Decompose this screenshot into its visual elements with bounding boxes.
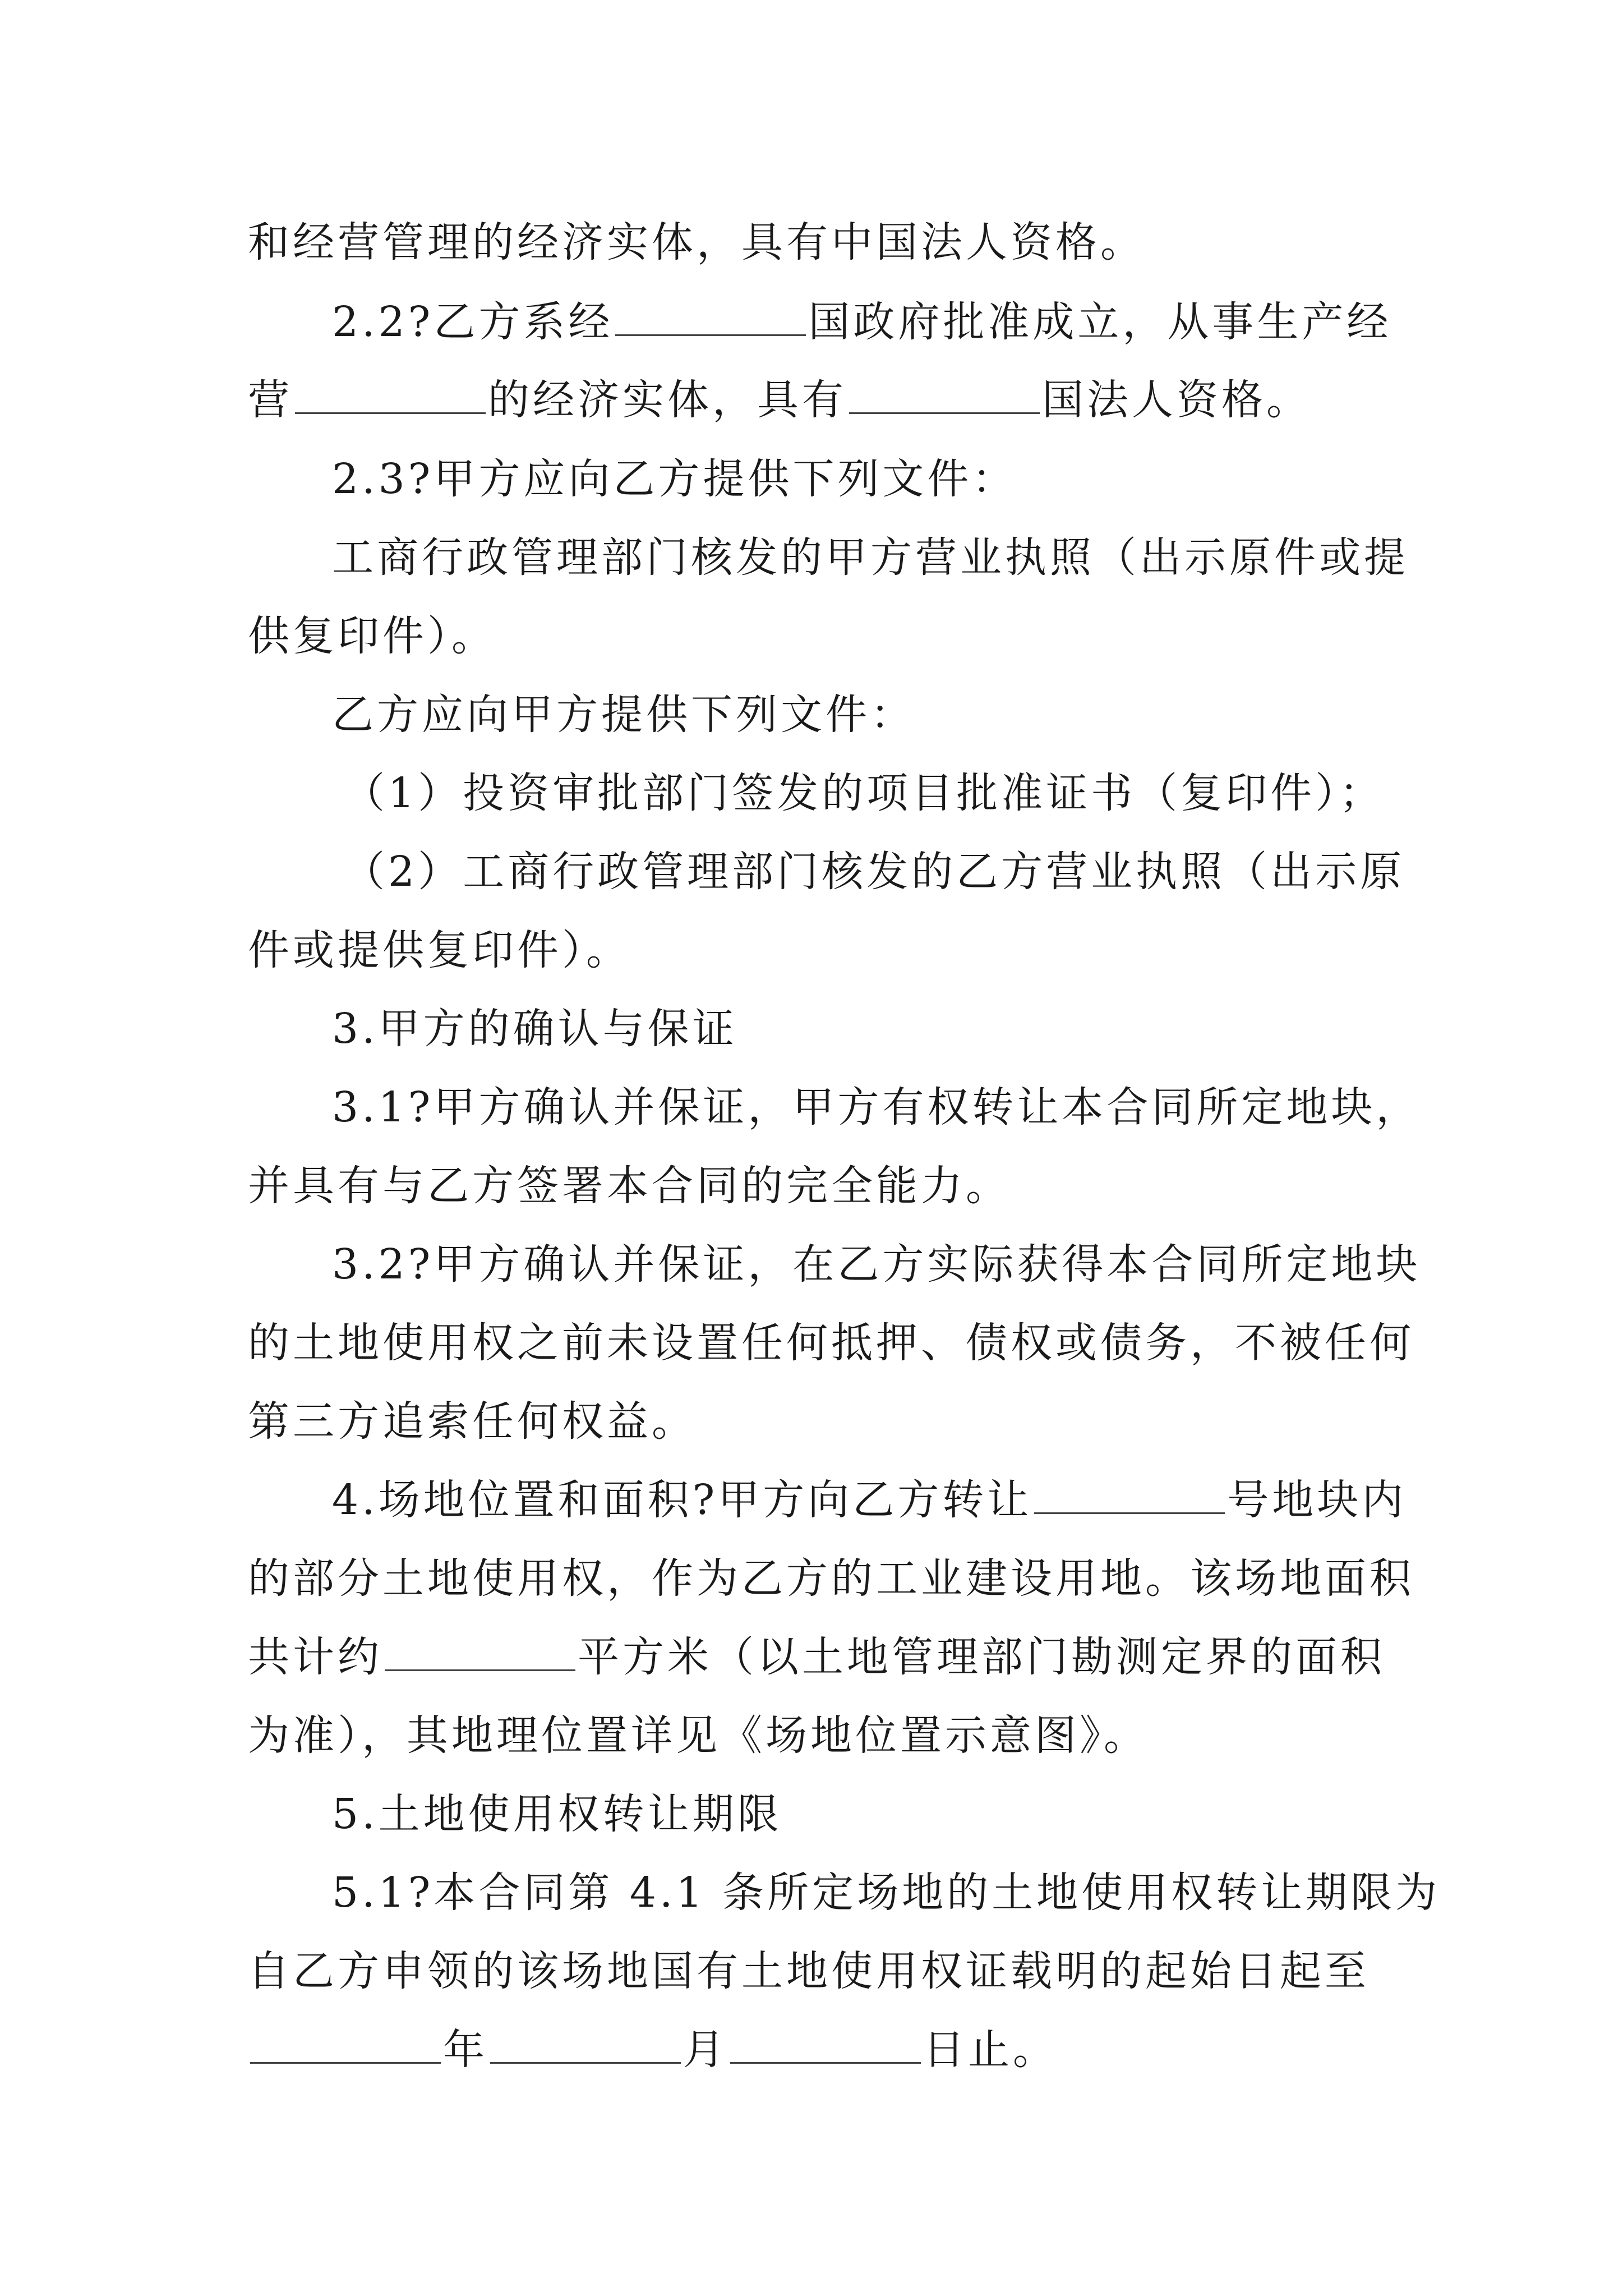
text-segment: 第三方追索任何权益。 [248,1397,697,1446]
text-segment: 和经营管理的经济实体，具有中国法人资格。 [248,218,1145,266]
text-segment: 月 [683,2026,728,2074]
text-line [248,597,1392,675]
fill-in-blank [295,373,486,414]
fill-in-blank [385,1630,575,1671]
fill-in-blank [250,2023,441,2064]
text-line [248,1932,1392,2010]
text-segment: 共计约 [248,1633,382,1681]
text-line [332,518,1476,597]
fill-in-blank [1034,1473,1225,1514]
text-line [248,911,1392,990]
text-line [248,1147,1392,1225]
text-line [332,440,1476,518]
text-segment: 3.2?甲方确认并保证，在乙方实际获得本合同所定地块 [332,1240,1421,1289]
text-segment: 5.1?本合同第 4.1 条所定场地的土地使用权转让期限为 [332,1869,1441,1917]
text-segment: （2）工商行政管理部门核发的乙方营业执照（出示原 [343,848,1405,896]
text-segment: 供复印件）。 [248,612,496,660]
text-segment: 号地块内 [1227,1476,1407,1524]
text-segment: 年 [443,2026,488,2074]
text-line [248,1382,1392,1461]
text-segment: 的经济实体，具有 [488,376,847,424]
text-segment: 件或提供复印件）。 [248,926,631,974]
text-line [248,203,1392,282]
text-segment: 2.3?甲方应向乙方提供下列文件： [332,455,1017,503]
text-line [332,1068,1476,1147]
text-line [248,361,1392,439]
text-segment: 并具有与乙方签署本合同的完全能力。 [248,1162,1011,1210]
text-line [332,1461,1476,1539]
text-segment: 3.1?甲方确认并保证，甲方有权转让本合同所定地块， [332,1083,1421,1131]
text-line [332,990,1476,1068]
text-line [248,2010,1392,2089]
text-segment: 的土地使用权之前未设置任何抵押、债权或债务，不被任何 [248,1319,1414,1367]
text-line [332,1775,1476,1853]
text-line [248,1696,1392,1775]
text-line [343,832,1487,911]
text-line [343,754,1487,832]
text-segment: 营 [248,376,293,424]
fill-in-blank [615,295,806,336]
text-segment: 的部分土地使用权，作为乙方的工业建设用地。该场地面积 [248,1554,1414,1603]
text-line [332,1225,1476,1304]
text-segment: 5.土地使用权转让期限 [332,1790,782,1838]
text-line [248,1304,1414,1382]
text-line [248,1618,1392,1696]
text-line [332,1853,1476,1932]
text-segment: 工商行政管理部门核发的甲方营业执照（出示原件或提 [332,533,1409,582]
text-segment: 3.甲方的确认与保证 [332,1005,737,1053]
text-line [248,1539,1414,1618]
fill-in-blank [849,373,1040,414]
text-segment: 日止。 [923,2026,1058,2074]
text-segment: 平方米（以土地管理部门勘测定界的面积 [578,1633,1385,1681]
text-segment: （1）投资审批部门签发的项目批准证书（复印件）； [343,769,1385,817]
text-segment: 乙方应向甲方提供下列文件： [332,691,915,739]
fill-in-blank [730,2023,921,2064]
fill-in-blank [490,2023,681,2064]
text-segment: 4.场地位置和面积?甲方向乙方转让 [332,1476,1032,1524]
text-segment: 自乙方申领的该场地国有土地使用权证载明的起始日起至 [248,1947,1370,1995]
text-line [332,675,1476,754]
text-segment: 为准），其地理位置详见《场地位置示意图》。 [248,1711,1149,1760]
text-segment: 2.2?乙方系经 [332,298,614,346]
text-segment: 国法人资格。 [1042,376,1311,424]
text-line [332,283,1476,361]
text-segment: 国政府批准成立，从事生产经 [808,298,1392,346]
